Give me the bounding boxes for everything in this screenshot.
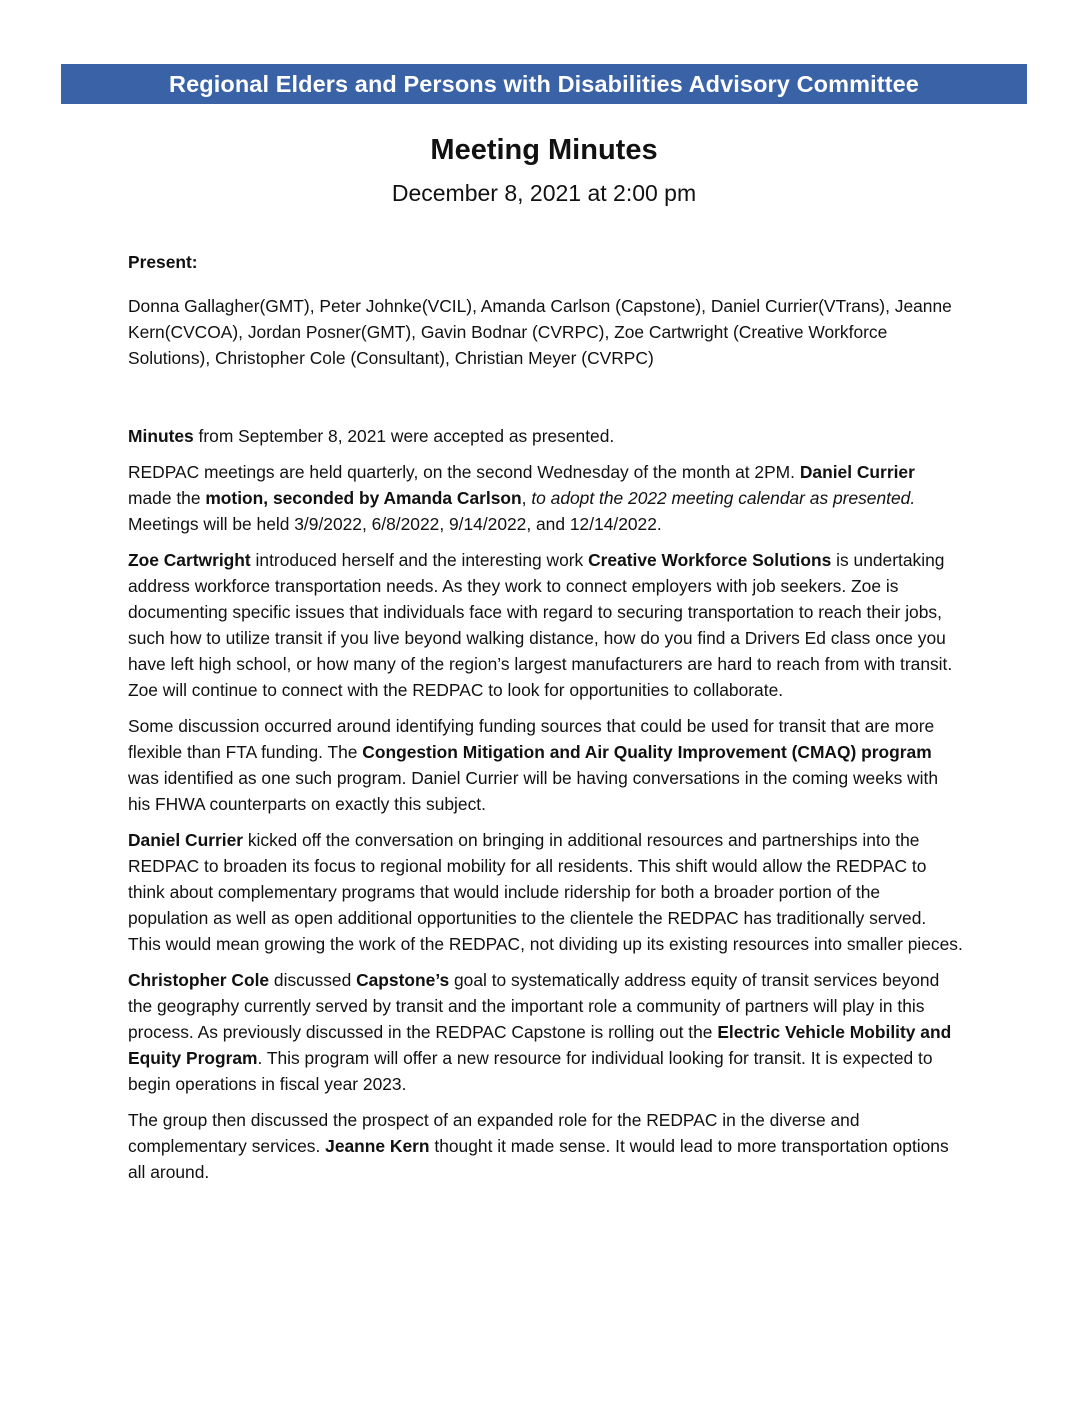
paragraph-regional-mobility [128, 827, 963, 957]
meeting-date: December 8, 2021 at 2:00 pm [391, 180, 697, 206]
page-title: Meeting Minutes [430, 134, 658, 166]
bold-text: Electric Vehicle Mobility and Equity Program [128, 1022, 952, 1068]
bold-text: Creative Workforce Solutions [588, 550, 832, 570]
text: thought it made sense. It would lead to more transportation options all around. [128, 1136, 949, 1182]
bold-text: Zoe Cartwright [128, 550, 251, 570]
text: is undertaking address workforce transportation needs. As they work to connect employers with job seekers. Zoe is documenting specific issues that individuals face with regard to securing transportation to reach their jobs, such how to utilize transit if you live beyond walking distance, how do you find a Drivers Ed class once you have left high school, or how many of the region’s largest manufacturers are hard to reach from with transit. Zoe will continue to connect with the REDPAC to look for opportunities to collaborate. [128, 550, 953, 700]
bold-text: Daniel Currier [128, 830, 244, 850]
bold-text: Capstone’s [356, 970, 450, 990]
text: discussed [269, 970, 357, 990]
bold-text: Jeanne Kern [325, 1136, 430, 1156]
paragraph-minutes-accepted [128, 423, 963, 449]
text: , [521, 488, 532, 508]
paragraph-funding-sources [128, 713, 963, 817]
italic-text: to adopt the 2022 meeting calendar as presented. [531, 488, 916, 508]
bold-text: Daniel Currier [799, 462, 915, 482]
bold-text: motion, seconded by Amanda Carlson [205, 488, 522, 508]
paragraph-zoe-cartwright [128, 547, 963, 703]
bold-text: Congestion Mitigation and Air Quality Improvement (CMAQ) program [362, 742, 932, 762]
text: goal to systematically address equity of transit services beyond the geography currently served by transit and the important role a community of partners will play in this process. As previously discussed in the REDPAC Capstone is rolling out the [128, 970, 940, 1042]
text: The group then discussed the prospect of an expanded role for the REDPAC in the diverse and complementary services. [128, 1110, 860, 1156]
committee-banner: Regional Elders and Persons with Disabilities Advisory Committee [61, 64, 1027, 104]
attendee-list: Donna Gallagher(GMT), Peter Johnke(VCIL), Amanda Carlson (Capstone), Daniel Currier(VTrans), Jeanne Kern(CVCOA), Jordan Posner(GMT), Gavin Bodnar (CVRPC), Zoe Cartwright (Creative Workforce Solutions), Christopher Cole (Consultant), Christian Meyer (CVRPC) [128, 296, 952, 368]
text: . This program will offer a new resource for individual looking for transit. It is expected to begin operations in fiscal year 2023. [128, 1048, 933, 1094]
text: Meetings will be held 3/9/2022, 6/8/2022, 9/14/2022, and 12/14/2022. [128, 514, 662, 534]
paragraph-expanded-role [128, 1107, 963, 1185]
text: kicked off the conversation on bringing in additional resources and partnerships into the REDPAC to broaden its focus to regional mobility for all residents. This shift would allow the REDPAC to think about complementary programs that would include ridership for both a broader portion of the population as well as open additional opportunities to the clientele the REDPAC has traditionally served. This would mean growing the work of the REDPAC, not dividing up its existing resources into smaller pieces. [128, 830, 963, 954]
text: was identified as one such program. Daniel Currier will be having conversations in the coming weeks with his FHWA counterparts on exactly this subject. [128, 768, 939, 814]
minutes-body [128, 249, 963, 1195]
text: from September 8, 2021 were accepted as presented. [193, 426, 615, 446]
bold-text: Christopher Cole [128, 970, 270, 990]
text: made the [128, 488, 206, 508]
present-label: Present: [128, 252, 198, 272]
text: introduced herself and the interesting work [250, 550, 589, 570]
paragraph-capstone-equity [128, 967, 963, 1097]
paragraph-meeting-calendar [128, 459, 963, 537]
bold-text: Minutes [128, 426, 194, 446]
text: REDPAC meetings are held quarterly, on the second Wednesday of the month at 2PM. [128, 462, 800, 482]
text: Some discussion occurred around identifying funding sources that could be used for transit that are more flexible than FTA funding. The [128, 716, 935, 762]
